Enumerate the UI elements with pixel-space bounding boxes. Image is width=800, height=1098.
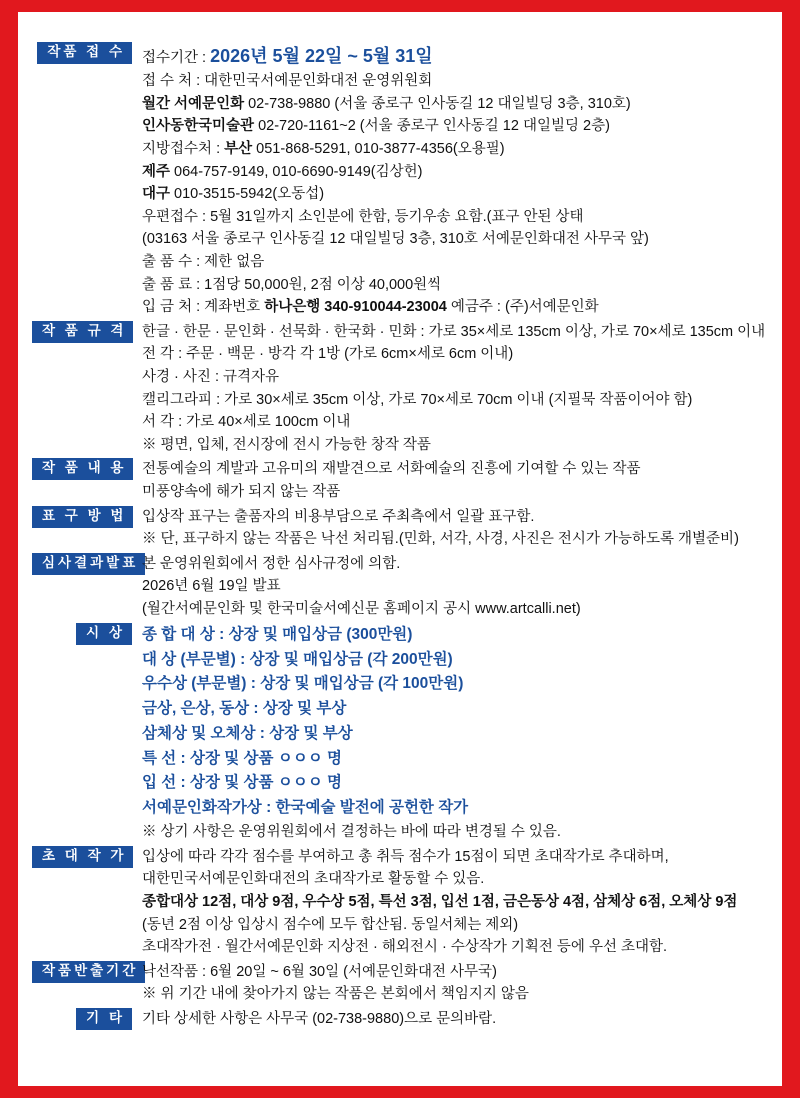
text-run: 부산: [224, 140, 253, 157]
section-row: [32, 961, 768, 1006]
text-line: [142, 389, 768, 412]
text-line: [142, 1008, 768, 1031]
text-line: [142, 936, 768, 959]
text-line: [142, 575, 768, 598]
section-label-cell: [32, 623, 140, 645]
text-run: 서 각 : 가로 40×세로 100cm 이내: [142, 414, 351, 431]
text-run: 사경 · 사진 : 규격자유: [142, 369, 280, 385]
text-run: 접 수 처 : 대한민국서예문인화대전 운영위원회: [142, 73, 433, 90]
section-row: [32, 321, 768, 457]
text-line: [142, 598, 768, 621]
text-run: 출 품 수 : 제한 없음: [142, 253, 265, 270]
section-body: [140, 321, 768, 457]
award-line: 특 선 : 상장 및 상품 ㅇㅇㅇ 명: [142, 749, 343, 767]
text-line: [142, 93, 768, 116]
section-tag: 작품 접 수: [37, 42, 132, 64]
text-line: [142, 961, 768, 984]
text-line: [142, 138, 768, 161]
text-run: (월간서예문인화 및 한국미술서예신문 홈페이지 공시 www.artcalli.net): [142, 601, 581, 618]
section-tag: 기 타: [76, 1008, 132, 1030]
section-tag: 심사결과발표: [32, 553, 145, 575]
text-line: [142, 458, 768, 481]
award-line: 입 선 : 상장 및 상품 ㅇㅇㅇ 명: [142, 774, 343, 792]
text-run: ※ 평면, 입체, 전시장에 전시 가능한 창작 작품: [142, 436, 431, 453]
award-note: ※ 상기 사항은 운영위원회에서 결정하는 바에 따라 변경될 수 있음.: [142, 824, 561, 841]
text-run: (03163 서울 종로구 인사동길 12 대일빌딩 3층, 310호 서예문인화대전 사무국 앞): [142, 231, 649, 248]
section-tag: 시 상: [76, 623, 132, 645]
text-line: [142, 868, 768, 891]
text-run: 2026년 5월 22일 ~ 5월 31일: [210, 46, 433, 66]
text-run: 대한민국서예문인화대전의 초대작가로 활동할 수 있음.: [142, 871, 485, 888]
text-run: (동년 2점 이상 입상시 점수에 모두 합산됨. 동일서체는 제외): [142, 916, 519, 933]
award-line: 종 합 대 상 : 상장 및 매입상금 (300만원): [142, 625, 413, 643]
text-line: [142, 366, 768, 389]
section-row: [32, 623, 768, 844]
text-line: [142, 481, 768, 504]
text-run: 전 각 : 주문 · 백문 · 방각 각 1방 (가로 6cm×세로 6cm 이내): [142, 346, 514, 363]
poster-content: [18, 12, 782, 1033]
text-line: [142, 183, 768, 206]
text-line: [142, 434, 768, 457]
section-body: [140, 1008, 768, 1031]
section-label-cell: [32, 458, 140, 480]
section-body: [140, 506, 768, 551]
text-run: 입상에 따라 각각 점수를 부여하고 총 취득 점수가 15점이 되면 초대작가로 추대하며,: [142, 848, 669, 865]
text-line: [142, 411, 768, 434]
text-line: [142, 914, 768, 937]
section-body: [140, 623, 768, 844]
text-run: 입상작 표구는 출품자의 비용부담으로 주최측에서 일괄 표구함.: [142, 508, 535, 525]
text-line: [142, 528, 768, 551]
text-line: [142, 274, 768, 297]
award-line: 우수상 (부문별) : 상장 및 매입상금 (각 100만원): [142, 675, 464, 693]
section-label-cell: [32, 321, 140, 343]
text-run: 02-720-1161~2 (서울 종로구 인사동길 12 대일빌딩 2층): [254, 118, 610, 135]
text-run: 접수기간 :: [142, 50, 211, 66]
text-line: [142, 70, 768, 93]
text-run: 낙선작품 : 6월 20일 ~ 6월 30일 (서예문인화대전 사무국): [142, 963, 497, 980]
text-run: 051-868-5291, 010-3877-4356(오용필): [252, 140, 505, 157]
text-line: [142, 42, 768, 70]
section-row: [32, 1008, 768, 1031]
text-line: [142, 846, 768, 869]
section-body: [140, 458, 768, 503]
text-line: [142, 251, 768, 274]
text-line: [142, 321, 768, 344]
text-line: [142, 553, 768, 576]
text-run: 02-738-9880 (서울 종로구 인사동길 12 대일빌딩 3층, 310호): [244, 95, 631, 112]
section-body: [140, 553, 768, 621]
text-run: 대구: [142, 186, 171, 203]
text-run: 한글 · 한문 · 문인화 · 선묵화 · 한국화 · 민화 : 가로 35×세로 135cm 이상, 가로 70×세로 135cm 이내: [142, 323, 766, 340]
text-run: 010-3515-5942(오동섭): [170, 186, 325, 203]
text-run: 예금주 : (주)서예문인화: [446, 299, 599, 316]
text-run: 지방접수처 :: [142, 140, 225, 157]
text-run: 064-757-9149, 010-6690-9149(김상헌): [170, 163, 423, 180]
text-line: [142, 161, 768, 184]
section-body: [140, 961, 768, 1006]
text-run: 초대작가전 · 월간서예문인화 지상전 · 해외전시 · 수상작가 기획전 등에 우선 초대함.: [142, 939, 668, 956]
text-run: 인사동한국미술관: [142, 118, 255, 135]
text-run: 기타 상세한 사항은 사무국 (02-738-9880)으로 문의바람.: [142, 1010, 497, 1027]
text-line: [142, 228, 768, 251]
section-row: [32, 42, 768, 319]
text-line: [142, 296, 768, 319]
text-run: 전통예술의 계발과 고유미의 재발견으로 서화예술의 진흥에 기여할 수 있는 작품: [142, 461, 641, 478]
poster-sheet: [18, 12, 782, 1086]
section-label-cell: [32, 506, 140, 528]
section-tag: 초 대 작 가: [32, 846, 133, 868]
award-line: 대 상 (부문별) : 상장 및 매입상금 (각 200만원): [142, 650, 453, 668]
text-run: ※ 위 기간 내에 찾아가지 않는 작품은 본회에서 책임지지 않음: [142, 986, 529, 1003]
text-line: [142, 891, 768, 914]
text-run: 종합대상 12점, 대상 9점, 우수상 5점, 특선 3점, 입선 1점, 금은동상 4점, 삼체상 6점, 오체상 9점: [142, 893, 738, 910]
section-tag: 표 구 방 법: [32, 506, 133, 528]
section-label-cell: [32, 553, 140, 575]
text-run: ※ 단, 표구하지 않는 작품은 낙선 처리됨.(민화, 서각, 사경, 사진은 전시가 가능하도록 개별준비): [142, 531, 739, 548]
text-run: 캘리그라피 : 가로 30×세로 35cm 이상, 가로 70×세로 70cm 이내 (지필묵 작품이어야 함): [142, 391, 693, 408]
award-line: 금상, 은상, 동상 : 상장 및 부상: [142, 700, 347, 718]
section-row: [32, 846, 768, 959]
text-line: [142, 206, 768, 229]
section-label-cell: [32, 846, 140, 868]
text-line: [142, 983, 768, 1006]
section-tag: 작 품 내 용: [32, 458, 133, 480]
award-line: 서예문인화작가상 : 한국예술 발전에 공헌한 작가: [142, 799, 469, 817]
section-label-cell: [32, 1008, 140, 1030]
text-run: 하나은행 340-910044-23004: [264, 299, 447, 316]
section-body: [140, 846, 768, 959]
text-run: 입 금 처 : 계좌번호: [142, 299, 265, 316]
section-body: [140, 42, 768, 319]
text-run: 제주: [142, 163, 171, 180]
section-tag: 작품반출기간: [32, 961, 145, 983]
award-line: 삼체상 및 오체상 : 상장 및 부상: [142, 724, 353, 742]
text-line: [142, 115, 768, 138]
text-line: [142, 506, 768, 529]
section-row: [32, 506, 768, 551]
section-label-cell: [32, 961, 140, 983]
section-label-cell: [32, 42, 140, 64]
text-run: 출 품 료 : 1점당 50,000원, 2점 이상 40,000원씩: [142, 276, 442, 293]
text-run: 월간 서예문인화: [142, 95, 245, 112]
section-row: [32, 458, 768, 503]
text-run: 미풍양속에 해가 되지 않는 작품: [142, 484, 341, 501]
text-run: 2026년 6월 19일 발표: [142, 578, 281, 595]
section-row: [32, 553, 768, 621]
text-run: 본 운영위원회에서 정한 심사규정에 의함.: [142, 555, 401, 572]
text-run: 우편접수 : 5월 31일까지 소인분에 한함, 등기우송 요함.(표구 안된 상태: [142, 208, 584, 225]
text-line: [142, 343, 768, 366]
section-tag: 작 품 규 격: [32, 321, 133, 343]
